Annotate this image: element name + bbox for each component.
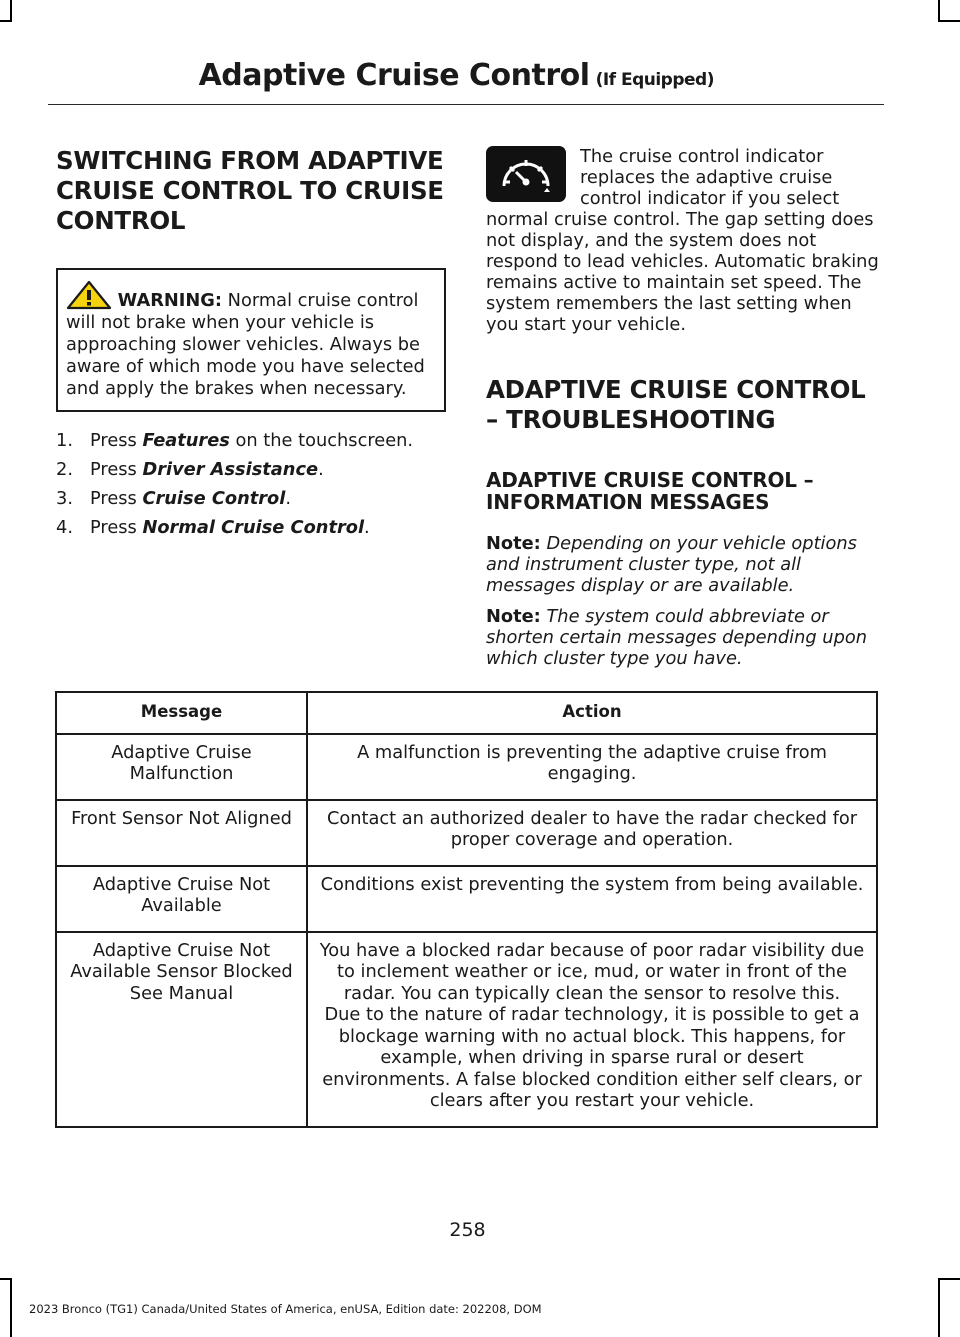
information-messages-table [55, 691, 878, 1128]
crop-mark [938, 1278, 960, 1280]
table-header-row [56, 692, 877, 734]
table-row [56, 800, 877, 866]
warning-text: Normal cruise control will not brake when your vehicle is approaching slower vehicles. Always be aware of which mode you have selected and apply the brakes when necessary. [66, 290, 425, 399]
warning-triangle-icon [66, 280, 112, 310]
note-paragraph: Note: Depending on your vehicle options and instrument cluster type, not all messages display or are available. [486, 533, 857, 596]
crop-mark [10, 1278, 12, 1337]
note-paragraph: Note: The system could abbreviate or shorten certain messages depending upon which cluster type you have. [486, 606, 868, 669]
crop-mark [0, 20, 12, 22]
table-row [56, 734, 877, 800]
steps-list [56, 430, 446, 539]
right-column [486, 146, 880, 669]
crop-mark [0, 1278, 12, 1280]
touchscreen-option: Driver Assistance [142, 459, 319, 480]
warning-box [56, 268, 446, 412]
list-item: 1. Press Features on the touchscreen. [56, 430, 414, 451]
action-cell: Contact an authorized dealer to have the radar checked for proper coverage and operation. [307, 800, 877, 866]
list-item: 3. Press Cruise Control. [56, 488, 292, 509]
list-item: 4. Press Normal Cruise Control. [56, 517, 370, 538]
column-header-message: Message [56, 692, 307, 734]
indicator-paragraph: The cruise control indicator replaces the adaptive cruise control indicator if you select normal cruise control. The gap setting does not display, and the system does not respond to lead vehicles. Automatic braking remains active to maintain set speed. The system remembers the last setting when you start your vehicle. [486, 146, 879, 335]
column-header-action: Action [307, 692, 877, 734]
section-heading-troubleshooting: ADAPTIVE CRUISE CONTROL – TROUBLESHOOTING [486, 375, 866, 434]
cruise-control-speedometer-icon [486, 146, 566, 202]
touchscreen-option: Normal Cruise Control [142, 517, 365, 538]
message-cell: Adaptive Cruise Not Available Sensor Blocked See Manual [56, 932, 307, 1127]
left-column [56, 146, 446, 546]
action-cell: Conditions exist preventing the system from being available. [307, 866, 877, 932]
crop-mark [10, 0, 12, 22]
footer-edition-info: 2023 Bronco (TG1) Canada/United States of America, enUSA, Edition date: 202208, DOM [29, 1302, 542, 1316]
page-number: 258 [449, 1219, 486, 1241]
table-row [56, 866, 877, 932]
warning-label: WARNING: [117, 290, 223, 311]
header-divider [48, 104, 884, 105]
crop-mark [938, 1278, 940, 1337]
list-item: 2. Press Driver Assistance. [56, 459, 324, 480]
action-cell: A malfunction is preventing the adaptive cruise from engaging. [307, 734, 877, 800]
subheading-information-messages: ADAPTIVE CRUISE CONTROL – INFORMATION MESSAGES [486, 468, 814, 514]
action-cell: You have a blocked radar because of poor radar visibility due to inclement weather or ice, mud, or water in front of the radar. You can typically clean the sensor to resolve this. Due to the nature of radar technology, it is possible to get a blockage warning with no actual block. This happens, for example, when driving in sparse rural or desert environments. A false blocked condition either self clears, or clears after you restart your vehicle. [307, 932, 877, 1127]
page-header [0, 58, 714, 93]
touchscreen-option: Cruise Control [142, 488, 286, 509]
section-heading-switching: SWITCHING FROM ADAPTIVE CRUISE CONTROL TO CRUISE CONTROL [56, 146, 444, 235]
touchscreen-option: Features [142, 430, 230, 451]
message-cell: Adaptive Cruise Malfunction [56, 734, 307, 800]
crop-mark [938, 20, 960, 22]
header-title: Adaptive Cruise Control [198, 58, 590, 93]
message-cell: Adaptive Cruise Not Available [56, 866, 307, 932]
header-subtitle: (If Equipped) [595, 70, 714, 90]
crop-mark [938, 0, 940, 22]
message-cell: Front Sensor Not Aligned [56, 800, 307, 866]
table-row [56, 932, 877, 1127]
